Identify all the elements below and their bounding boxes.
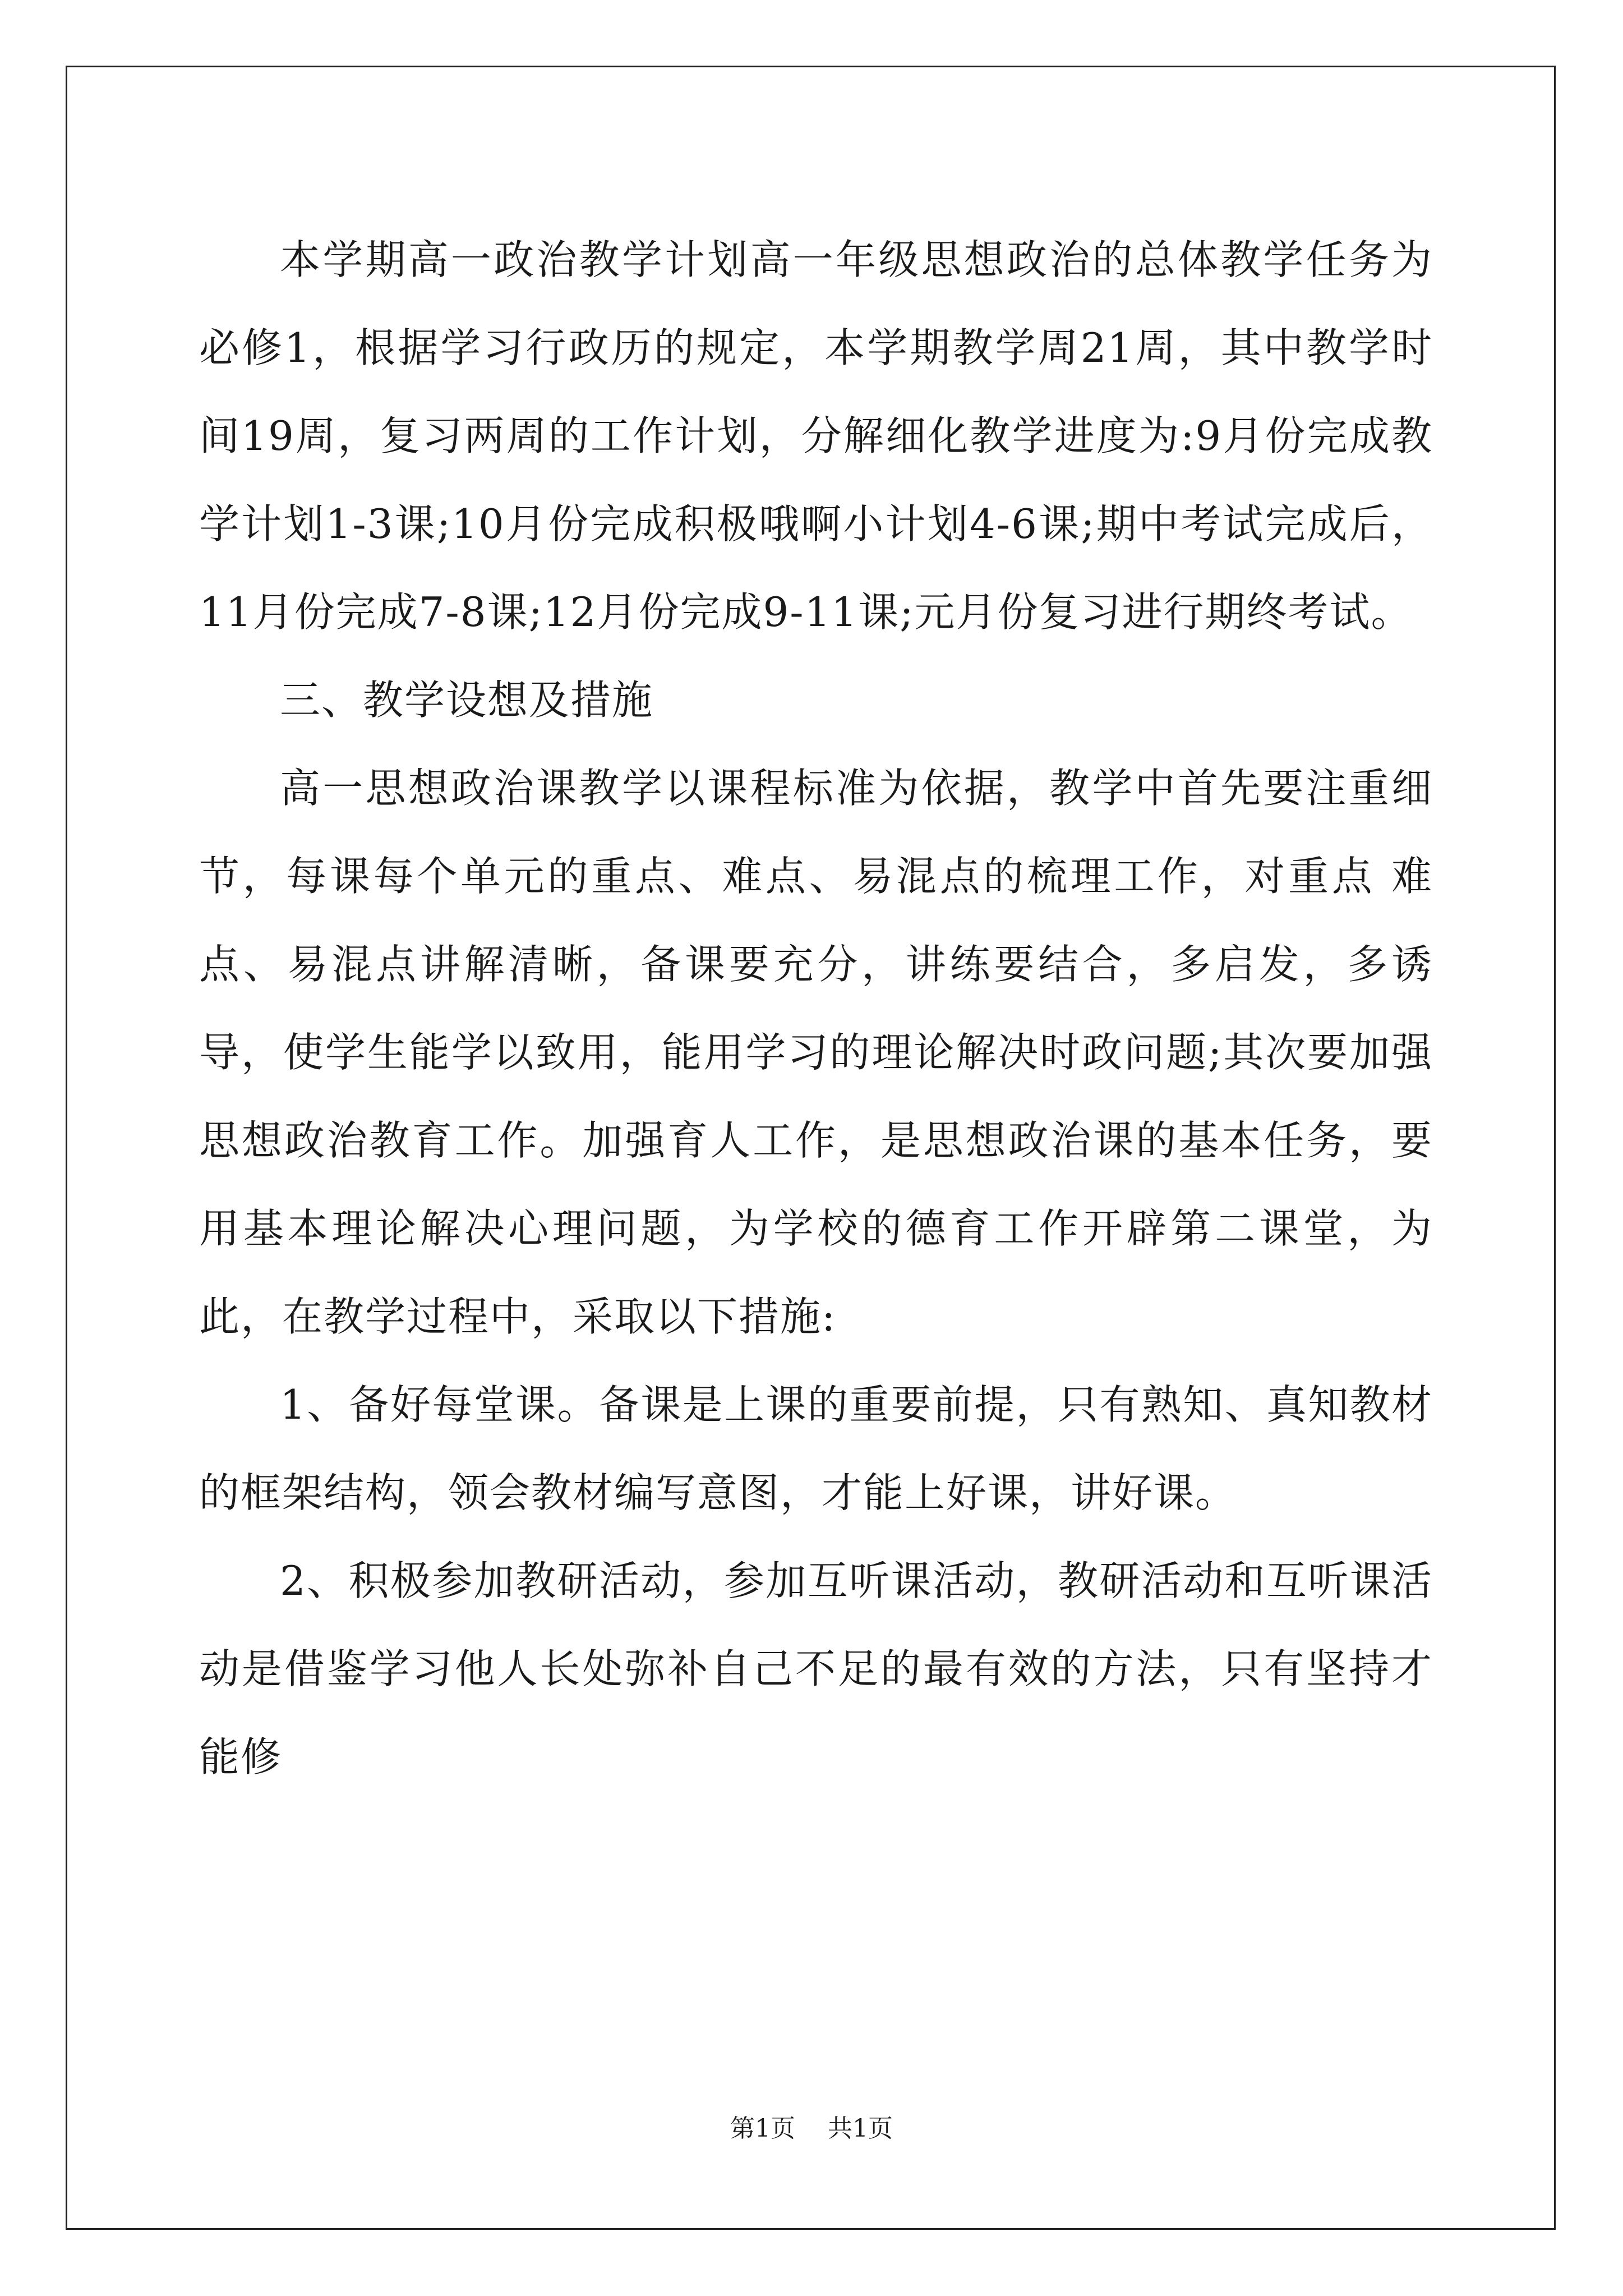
paragraph-teaching-approach: 高一思想政治课教学以课程标准为依据，教学中首先要注重细节，每课每个单元的重点、难点、易混点的梳理工作，对重点 难点、易混点讲解清晰，备课要充分，讲练要结合，多启发，多诱导，使学生能学以致用，能用学习的理论解决时政问题;其次要加强思想政治教育工作。加强育人工作，是思想政治课的基本任务，要用基本理论解决心理问题，为学校的德育工作开辟第二课堂，为此，在教学过程中，采取以下措施: [199,765,1433,1340]
page-number: 第1页 [730,2114,795,2143]
page-total: 共1页 [828,2114,893,2143]
section-heading-teaching-measures: 三、教学设想及措施 [280,677,654,724]
paragraph-measure-1: 1、备好每堂课。备课是上课的重要前提，只有熟知、真知教材的框架结构，领会教材编写意图，才能上好课，讲好课。 [199,1381,1433,1516]
paragraph-teaching-schedule: 本学期高一政治教学计划高一年级思想政治的总体教学任务为必修1，根据学习行政历的规定，本学期教学周21周，其中教学时间19周，复习两周的工作计划，分解细化教学进度为:9月份完成教学计划1-3课;10月份完成积极哦啊小计划4-6课;期中考试完成后，11月份完成7-8课;12月份完成9-11课;元月份复习进行期终考试。 [199,236,1433,636]
document-body [199,216,1433,1801]
paragraph-measure-2: 2、积极参加教研活动，参加互听课活动，教研活动和互听课活动是借鉴学习他人长处弥补自己不足的最有效的方法，只有坚持才能修 [199,1557,1433,1780]
page-footer [0,2112,1623,2146]
